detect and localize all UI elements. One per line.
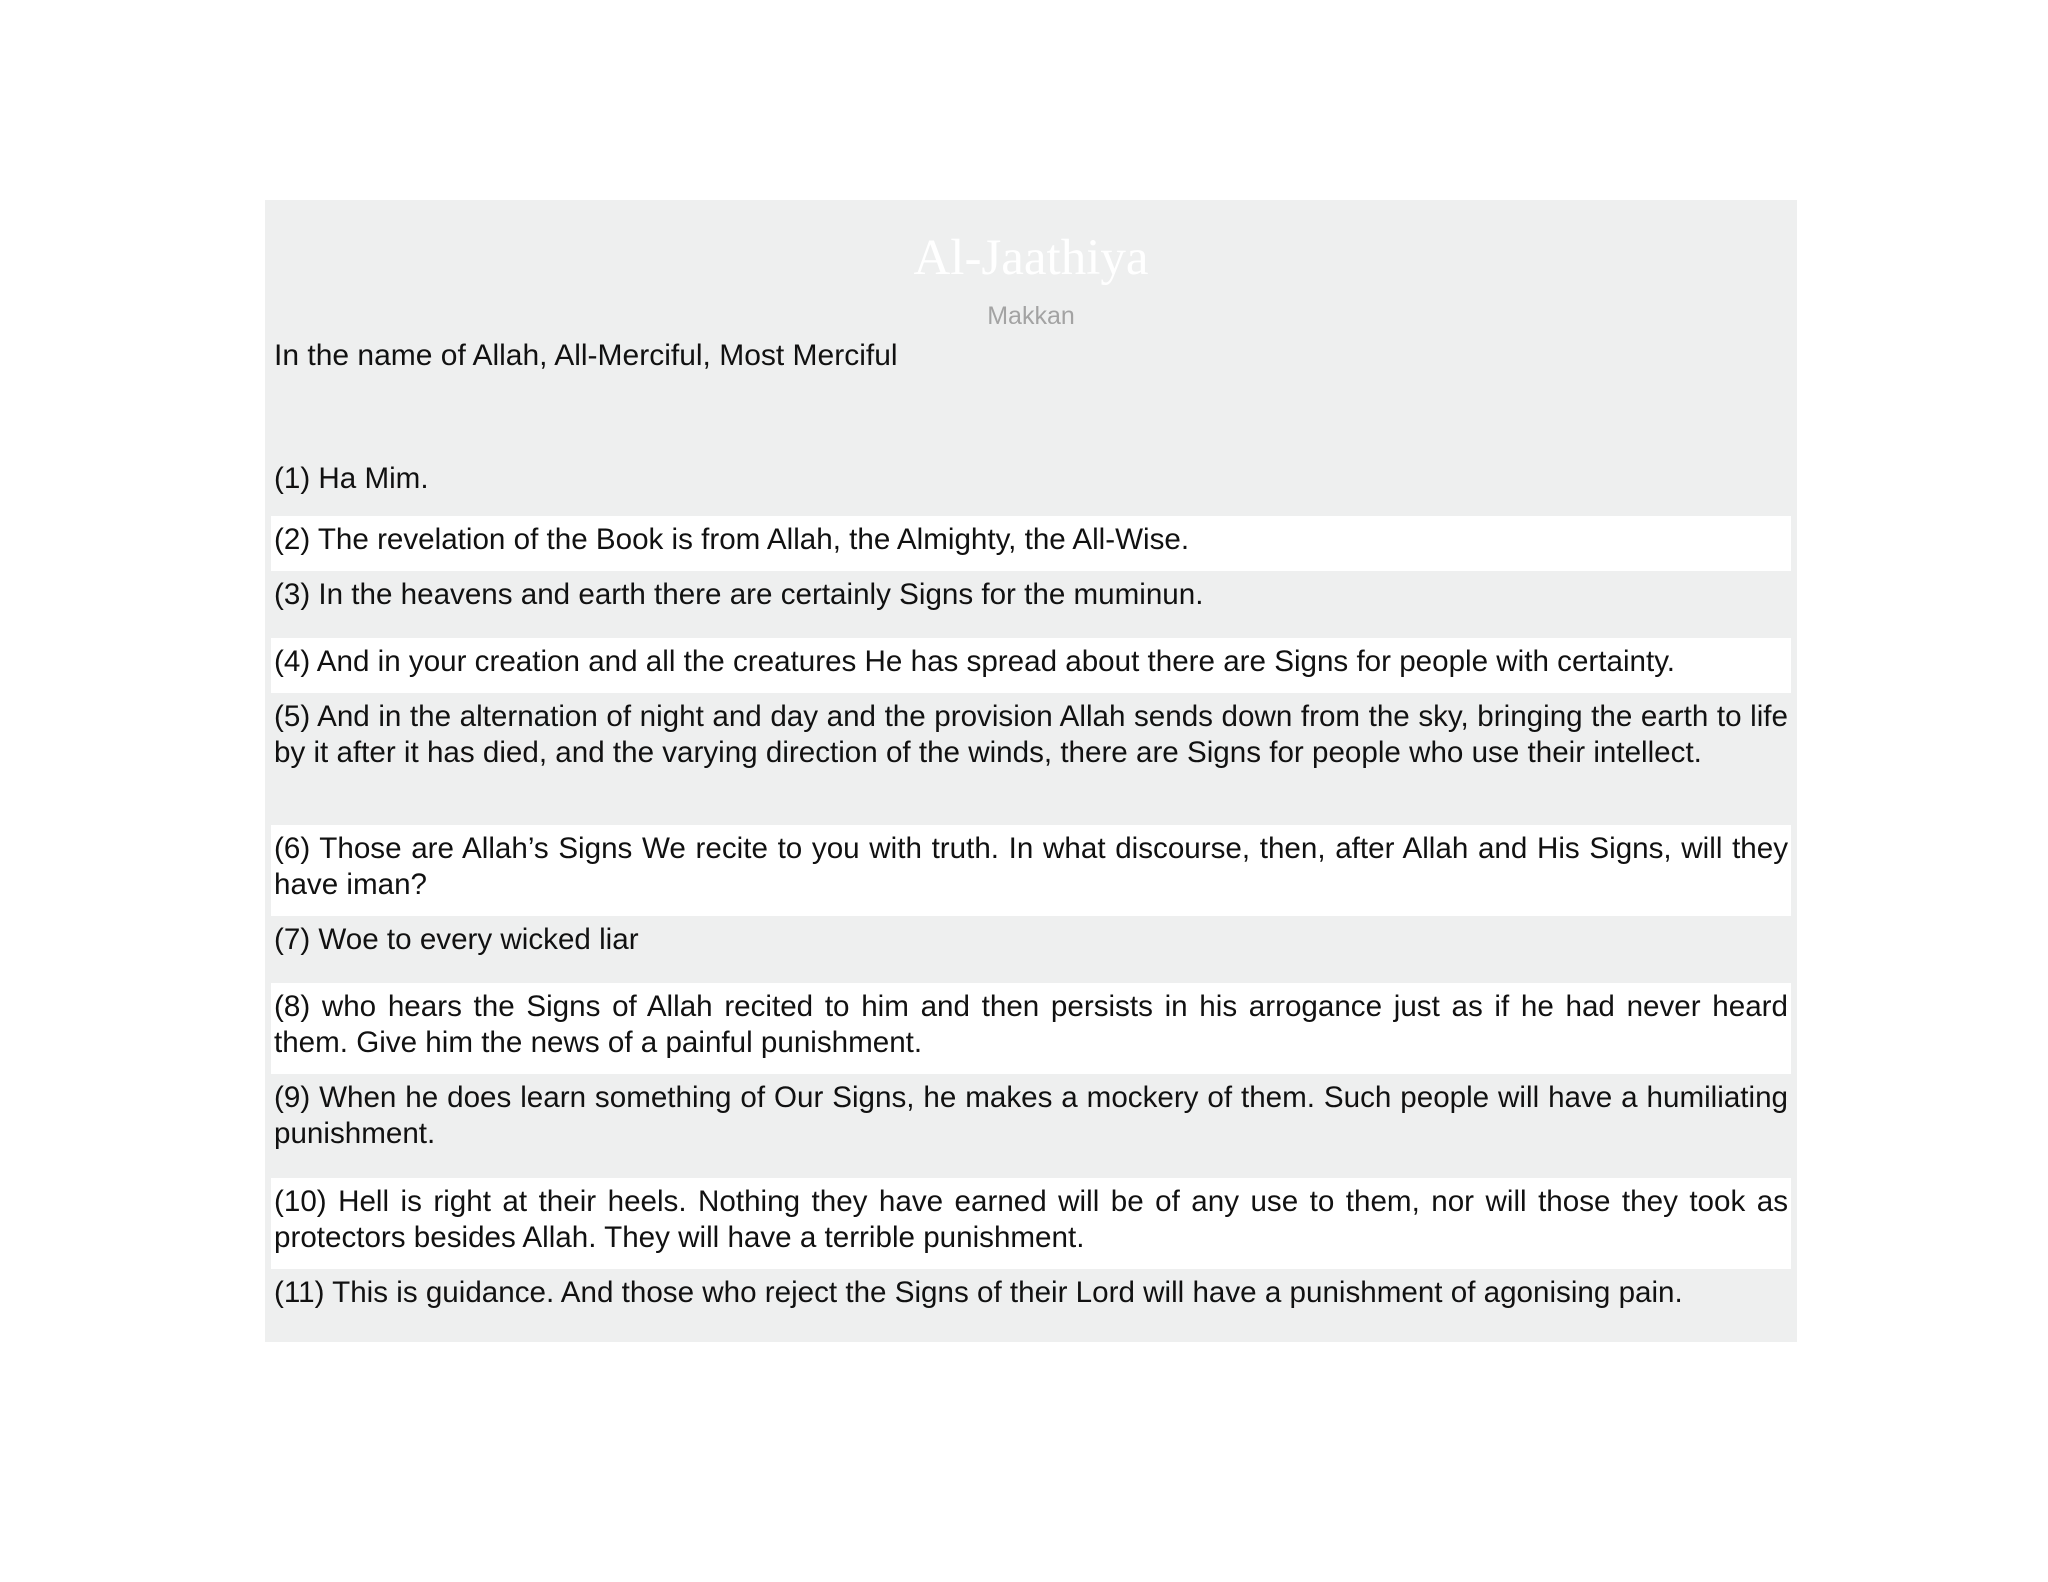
verse-2: (2) The revelation of the Book is from Allah, the Almighty, the All-Wise. xyxy=(271,516,1791,571)
surah-panel xyxy=(265,200,1797,1342)
bismillah: In the name of Allah, All-Merciful, Most Merciful xyxy=(274,339,898,372)
verse-5: (5) And in the alternation of night and day and the provision Allah sends down from the sky, bringing the earth to life by it after it has died, and the varying direction of the winds, there are Signs for people who use their intellect. xyxy=(271,693,1791,825)
verse-10: (10) Hell is right at their heels. Nothing they have earned will be of any use to them, nor will those they took as protectors besides Allah. They will have a terrible punishment. xyxy=(271,1178,1791,1269)
verse-7: (7) Woe to every wicked liar xyxy=(271,916,1791,983)
verse-11: (11) This is guidance. And those who reject the Signs of their Lord will have a punishment of agonising pain. xyxy=(271,1269,1791,1324)
verse-9: (9) When he does learn something of Our Signs, he makes a mockery of them. Such people will have a humiliating punishment. xyxy=(271,1074,1791,1178)
verse-6: (6) Those are Allah’s Signs We recite to you with truth. In what discourse, then, after Allah and His Signs, will they have iman? xyxy=(271,825,1791,916)
verse-list xyxy=(271,455,1791,1324)
surah-title: Al-Jaathiya xyxy=(913,230,1149,286)
verse-4: (4) And in your creation and all the creatures He has spread about there are Signs for people with certainty. xyxy=(271,638,1791,693)
verse-8: (8) who hears the Signs of Allah recited to him and then persists in his arrogance just as if he had never heard them. Give him the news of a painful punishment. xyxy=(271,983,1791,1074)
verse-1: (1) Ha Mim. xyxy=(271,455,1791,516)
surah-revelation-type: Makkan xyxy=(987,302,1075,330)
verse-3: (3) In the heavens and earth there are certainly Signs for the muminun. xyxy=(271,571,1791,638)
